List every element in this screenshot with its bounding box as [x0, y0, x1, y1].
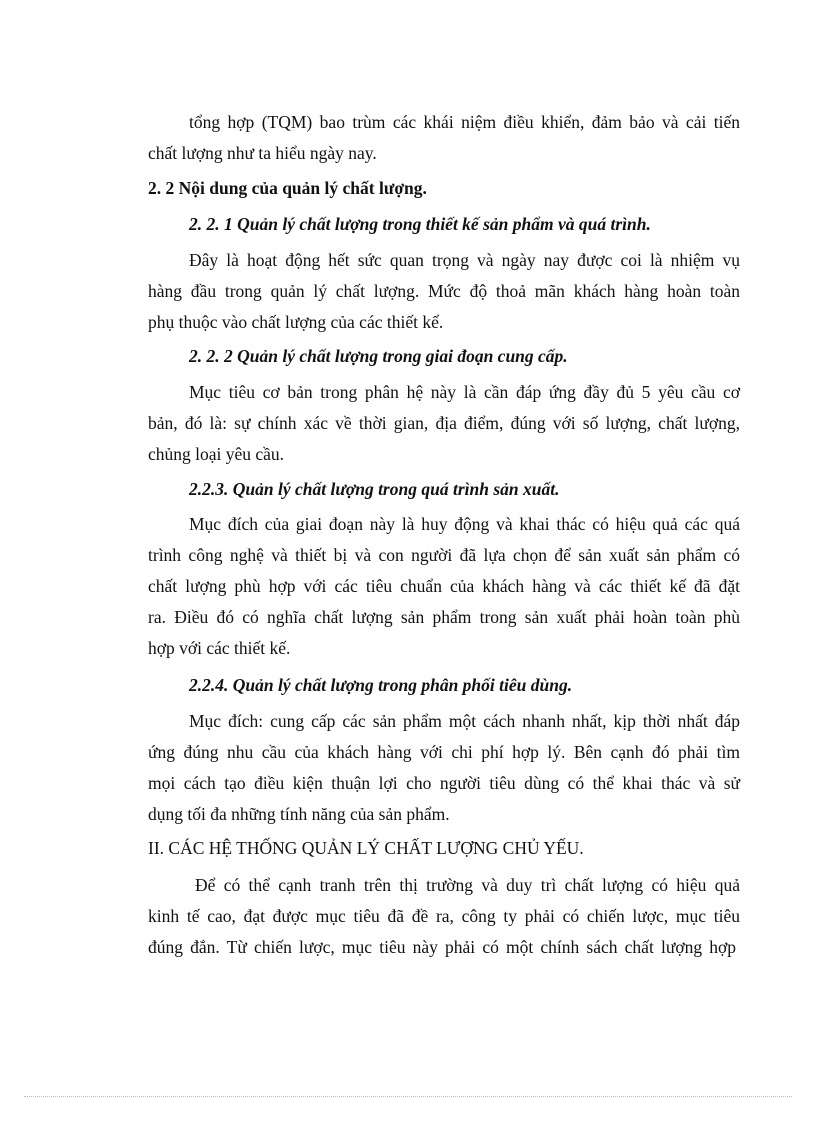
paragraph-line: chất lượng phù hợp với các tiêu chuẩn của khách hàng và các thiết kế đã đặt — [148, 576, 740, 596]
subsection-heading: 2. 2. 1 Quản lý chất lượng trong thiết kế sản phẩm và quá trình. — [189, 214, 651, 234]
paragraph-line: ứng đúng nhu cầu của khách hàng với chi phí hợp lý. Bên cạnh đó phải tìm — [148, 742, 740, 762]
page-footer-divider — [24, 1096, 792, 1097]
subsection-heading: 2.2.4. Quản lý chất lượng trong phân phối tiêu dùng. — [189, 675, 573, 695]
paragraph-line: dụng tối đa những tính năng của sản phẩm. — [148, 804, 450, 824]
paragraph-line: đúng đắn. Từ chiến lược, mục tiêu này phải có một chính sách chất lượng hợp — [148, 937, 736, 957]
paragraph-line: Đây là hoạt động hết sức quan trọng và ngày nay được coi là nhiệm vụ — [189, 250, 740, 270]
paragraph-line: Mục đích của giai đoạn này là huy động và khai thác có hiệu quả các quá — [189, 514, 740, 534]
paragraph-line: hàng đầu trong quản lý chất lượng. Mức độ thoả mãn khách hàng hoàn toàn — [148, 281, 740, 301]
section-heading: 2. 2 Nội dung của quản lý chất lượng. — [148, 178, 427, 198]
paragraph-line: trình công nghệ và thiết bị và con người đã lựa chọn để sản xuất sản phẩm có — [148, 545, 740, 565]
chapter-heading: II. CÁC HỆ THỐNG QUẢN LÝ CHẤT LƯỢNG CHỦ YẾU. — [148, 838, 584, 858]
paragraph-line: tổng hợp (TQM) bao trùm các khái niệm điều khiển, đảm bảo và cải tiến — [189, 112, 740, 132]
paragraph-line: ra. Điều đó có nghĩa chất lượng sản phẩm trong sản xuất phải hoàn toàn phù — [148, 607, 740, 627]
paragraph-line: phụ thuộc vào chất lượng của các thiết kế. — [148, 312, 444, 332]
subsection-heading: 2. 2. 2 Quản lý chất lượng trong giai đoạn cung cấp. — [189, 346, 568, 366]
paragraph-line: hợp với các thiết kế. — [148, 638, 291, 658]
paragraph-line: chủng loại yêu cầu. — [148, 444, 285, 464]
paragraph-line: mọi cách tạo điều kiện thuận lợi cho người tiêu dùng có thể khai thác và sử — [148, 773, 740, 793]
subsection-heading: 2.2.3. Quản lý chất lượng trong quá trình sản xuất. — [189, 479, 560, 499]
paragraph-line: chất lượng như ta hiểu ngày nay. — [148, 143, 377, 163]
paragraph-line: Mục tiêu cơ bản trong phân hệ này là cần đáp ứng đầy đủ 5 yêu cầu cơ — [189, 382, 740, 402]
paragraph-line: Mục đích: cung cấp các sản phẩm một cách nhanh nhất, kịp thời nhất đáp — [189, 711, 740, 731]
paragraph-line: kinh tế cao, đạt được mục tiêu đã đề ra, công ty phải có chiến lược, mục tiêu — [148, 906, 740, 926]
paragraph-line: Để có thể cạnh tranh trên thị trường và duy trì chất lượng có hiệu quả — [195, 875, 740, 895]
paragraph-line: bản, đó là: sự chính xác về thời gian, địa điểm, đúng với số lượng, chất lượng, — [148, 413, 740, 433]
